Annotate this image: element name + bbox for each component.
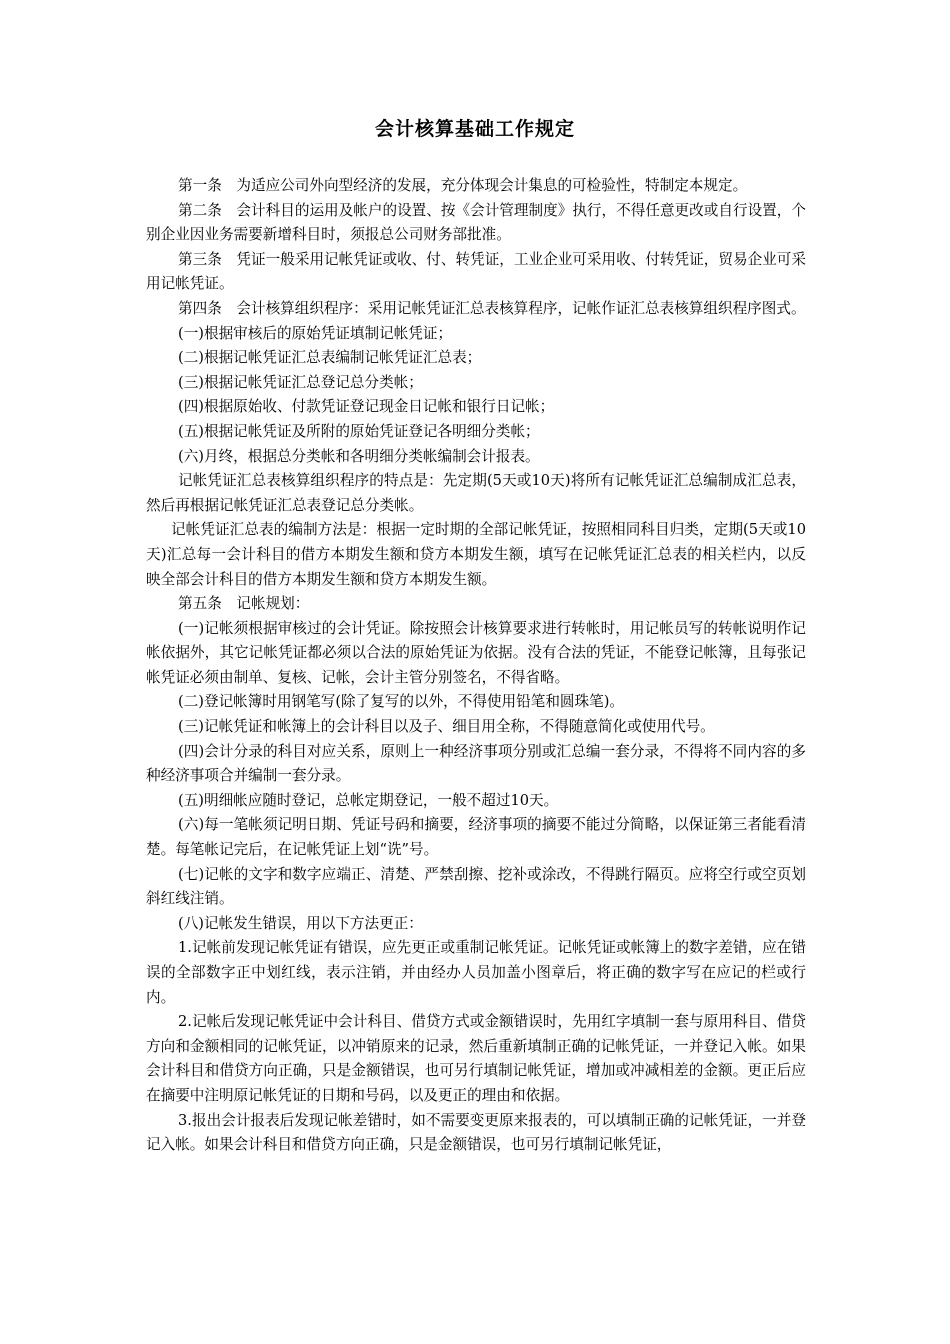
article-4: 第四条 会计核算组织程序：采用记帐凭证汇总表核算程序，记帐作证汇总表核算组织程序图式。 <box>178 299 806 317</box>
list-item: (三)记帐凭证和帐簿上的会计科目以及子、细目用全称，不得随意简化或使用代号。 <box>178 718 715 736</box>
list-item: (一)根据审核后的原始凭证填制记帐凭证； <box>178 324 453 342</box>
list-item: (六)月终，根据总分类帐和各明细分类帐编制会计报表。 <box>178 447 540 465</box>
article-2: 第二条 会计科目的运用及帐户的设置、按《会计管理制度》执行，不得任意更改或自行设置，个别企业因业务需要新增科目时，须报总公司财务部批准。 <box>146 201 806 244</box>
article-5: 第五条 记帐规划： <box>178 595 310 613</box>
list-item: (二)登记帐簿时用钢笔写(除了复写的以外，不得使用铅笔和圆珠笔)。 <box>178 693 624 711</box>
numbered-item: 1.记帐前发现记帐凭证有错误，应先更正或重制记帐凭证。记帐凭证或帐簿上的数字差错，应在错误的全部数字正中划红线，表示注销，并由经办人员加盖小图章后，将正确的数字写在应记的栏或行内。 <box>146 939 806 1006</box>
paragraph: 记帐凭证汇总表的编制方法是：根据一定时期的全部记帐凭证，按照相同科目归类，定期(5天或10天)汇总每一会计科目的借方本期发生额和贷方本期发生额，填写在记帐凭证汇总表的相关栏内，以反映全部会计科目的借方本期发生额和贷方本期发生额。 <box>146 521 806 588</box>
list-item: (七)记帐的文字和数字应端正、清楚、严禁刮擦、挖补或涂改，不得跳行隔页。应将空行或空页划斜红线注销。 <box>146 865 806 908</box>
list-item: (三)根据记帐凭证汇总登记总分类帐； <box>178 373 423 391</box>
article-3: 第三条 凭证一般采用记帐凭证或收、付、转凭证，工业企业可采用收、付转凭证，贸易企业可采用记帐凭证。 <box>146 250 806 293</box>
document-body <box>146 174 806 1158</box>
numbered-item: 3.报出会计报表后发现记帐差错时，如不需要变更原来报表的，可以填制正确的记帐凭证，一并登记入帐。如果会计科目和借贷方向正确，只是金额错误，也可另行填制记帐凭证， <box>146 1111 806 1154</box>
list-item: (四)会计分录的科目对应关系，原则上一种经济事项分别或汇总编一套分录，不得将不同内容的多种经济事项合并编制一套分录。 <box>146 742 806 785</box>
list-item: (五)明细帐应随时登记，总帐定期登记，一般不超过10天。 <box>178 791 559 809</box>
list-item: (五)根据记帐凭证及所附的原始凭证登记各明细分类帐； <box>178 422 540 440</box>
paragraph: 记帐凭证汇总表核算组织程序的特点是：先定期(5天或10天)将所有记帐凭证汇总编制成汇总表，然后再根据记帐凭证汇总表登记总分类帐。 <box>146 472 806 514</box>
document-title: 会计核算基础工作规定 <box>374 118 575 140</box>
list-item: (一)记帐须根据审核过的会计凭证。除按照会计核算要求进行转帐时，用记帐员写的转帐说明作记帐依据外，其它记帐凭证都必须以合法的原始凭证为依据。没有合法的凭证，不能登记帐簿，且每张记帐凭证必须由制单、复核、记帐，会计主管分别签名，不得省略。 <box>146 619 806 686</box>
list-item: (四)根据原始收、付款凭证登记现金日记帐和银行日记帐； <box>178 398 555 416</box>
article-1: 第一条 为适应公司外向型经济的发展，充分体现会计集息的可检验性，特制定本规定。 <box>178 177 748 194</box>
list-item: (八)记帐发生错误，用以下方法更正： <box>178 914 423 932</box>
numbered-item: 2.记帐后发现记帐凭证中会计科目、借贷方式或金额错误时，先用红字填制一套与原用科目、借贷方向和金额相同的记帐凭证，以冲销原来的记录，然后重新填制正确的记帐凭证，一并登记入帐。如果会计科目和借贷方向正确，只是金额错误，也可另行填制记帐凭证，增加或冲减相差的金额。更正后应在摘要中注明原记帐凭证的日期和号码，以及更正的理由和依据。 <box>146 1013 806 1104</box>
list-item: (六)每一笔帐须记明日期、凭证号码和摘要，经济事项的摘要不能过分简略，以保证第三者能看清楚。每笔帐记完后，在记帐凭证上划“诜”号。 <box>146 816 806 859</box>
list-item: (二)根据记帐凭证汇总表编制记帐凭证汇总表； <box>178 349 482 367</box>
